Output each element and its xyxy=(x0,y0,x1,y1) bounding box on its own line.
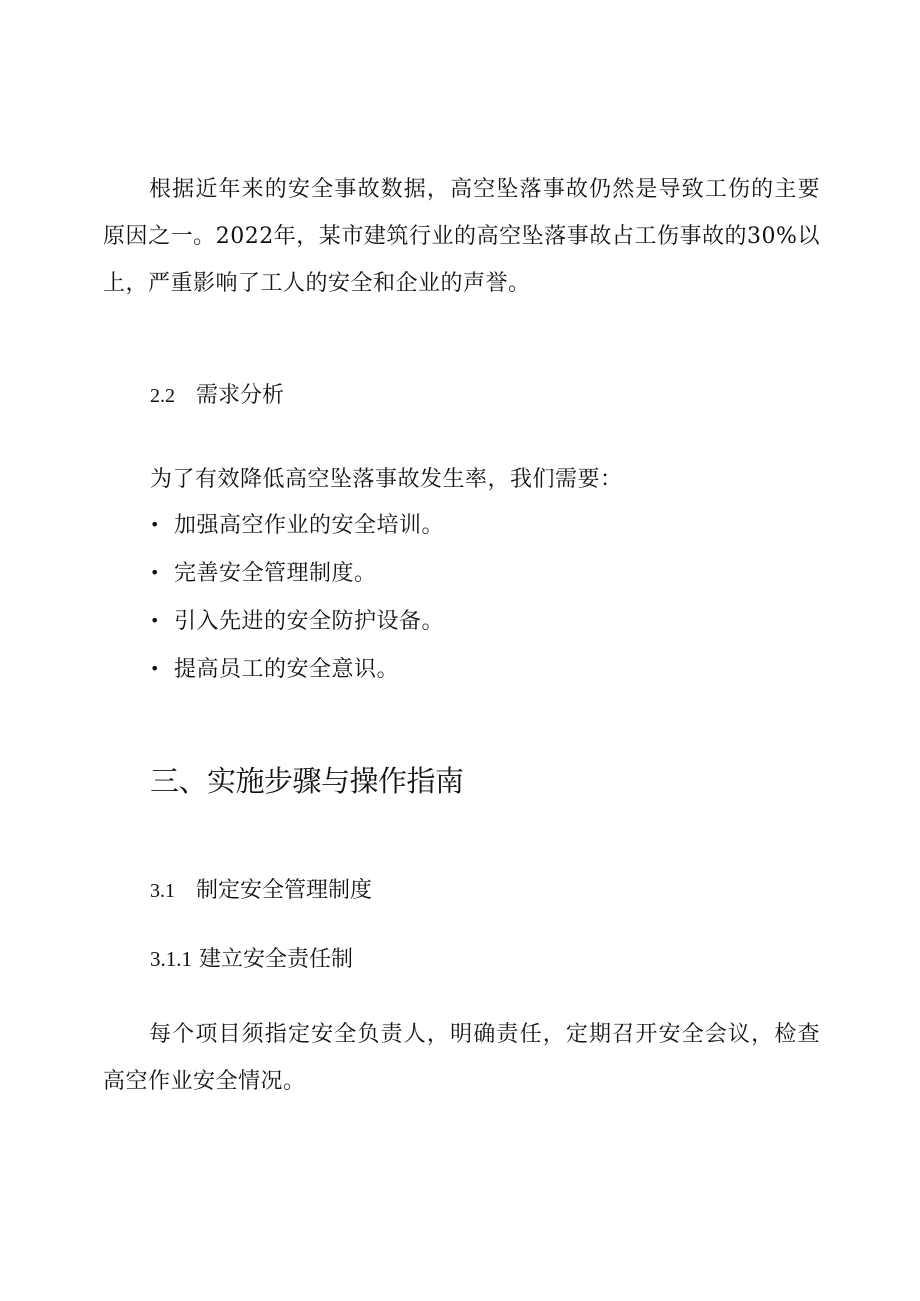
list-item xyxy=(150,606,444,654)
bullet-icon: • xyxy=(150,563,160,582)
needs-intro: 为了有效降低高空坠落事故发生率，我们需要： xyxy=(150,467,623,492)
responsibility-paragraph: 每个项目须指定安全负责人，明确责任，定期召开安全会议，检查高空作业安全情况。 xyxy=(103,1022,820,1094)
subsection-heading-3-1-1 xyxy=(150,944,353,975)
list-item-text: 完善安全管理制度。 xyxy=(174,561,377,586)
section-heading-2-2 xyxy=(150,381,284,412)
statistics-paragraph-block xyxy=(103,166,820,307)
section-number: 2.2 xyxy=(150,385,175,407)
statistics-paragraph: 根据近年来的安全事故数据，高空坠落事故仍然是导致工伤的主要原因之一。2022年，某市建筑行业的高空坠落事故占工伤事故的30%以上，严重影响了工人的安全和企业的声誉。 xyxy=(103,177,820,296)
bullet-icon: • xyxy=(150,611,160,630)
bullet-icon: • xyxy=(150,515,160,534)
list-item-text: 加强高空作业的安全培训。 xyxy=(174,513,445,538)
section-heading-3-1 xyxy=(150,876,372,907)
list-item xyxy=(150,510,444,558)
responsibility-paragraph-block xyxy=(103,1011,820,1105)
list-item-text: 引入先进的安全防护设备。 xyxy=(174,609,445,634)
subsection-title: 建立安全责任制 xyxy=(199,947,354,972)
needs-bullet-list xyxy=(150,510,444,702)
chapter-heading-3: 三、实施步骤与操作指南 xyxy=(150,764,464,798)
section-title: 制定安全管理制度 xyxy=(196,878,373,903)
section-number: 3.1 xyxy=(150,880,175,902)
list-item xyxy=(150,654,444,702)
list-item-text: 提高员工的安全意识。 xyxy=(174,657,400,682)
section-title: 需求分析 xyxy=(196,383,285,408)
bullet-icon: • xyxy=(150,659,160,678)
list-item xyxy=(150,558,444,606)
subsection-number: 3.1.1 xyxy=(150,947,192,971)
